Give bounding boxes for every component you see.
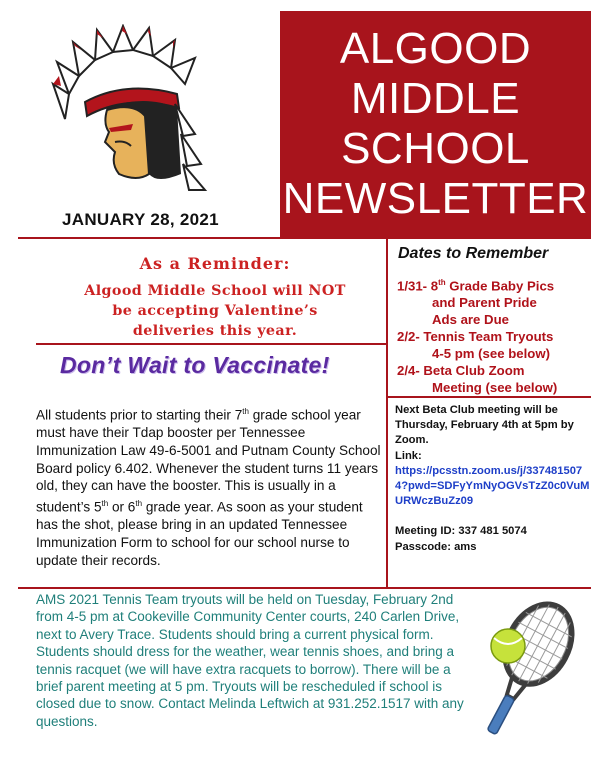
tennis-racket-icon xyxy=(470,590,590,750)
reminder-line: deliveries this year. xyxy=(132,323,298,339)
date-text: Grade Baby Pics xyxy=(445,278,555,294)
dates-heading: Dates to Remember xyxy=(398,245,549,262)
passcode: Passcode: ams xyxy=(395,540,477,553)
date-label: 1/31- xyxy=(397,278,428,294)
issue-date: JANUARY 28, 2021 xyxy=(62,210,219,229)
beta-club-notice xyxy=(395,403,595,555)
link-label: Link: xyxy=(395,449,422,462)
reminder-line: be accepting Valentine’s xyxy=(112,303,318,319)
column-divider xyxy=(386,237,388,587)
date-item-cont: and Parent Pride xyxy=(432,295,537,311)
date-item xyxy=(397,274,597,294)
superscript: th xyxy=(242,407,249,416)
superscript: th xyxy=(438,278,446,287)
superscript: th xyxy=(101,499,109,509)
date-item-cont: Meeting (see below) xyxy=(432,380,558,396)
date-item-cont: Ads are Due xyxy=(432,312,509,328)
title-line: SCHOOL xyxy=(341,124,530,173)
reminder-line: Algood Middle School will NOT xyxy=(84,283,346,299)
reminder-body xyxy=(47,281,383,341)
dates-list xyxy=(397,274,597,396)
vaccinate-body xyxy=(36,403,384,569)
body-text: or 6 xyxy=(108,499,136,515)
tennis-tryouts-notice: AMS 2021 Tennis Team tryouts will be held on Tuesday, February 2nd from 4-5 pm at Cookeville Community Center courts, 240 Carlen Drive, next to Avery Trace. Students should bring a current physical form. Students should dress for the weather, wear tennis shoes, and bring a tennis racquet (we will have extra racquets to borrow). There will be a brief parent meeting at 5 pm. Tryouts will be rescheduled if school is closed due to snow. Contact Melinda Leftwich at 931.252.1517 with any questions. xyxy=(36,592,464,729)
meeting-id: Meeting ID: 337 481 5074 xyxy=(395,525,527,538)
date-text: Beta Club Zoom xyxy=(419,363,525,379)
body-text: grade year. As soon as your student has the shot, please bring in an updated Tennessee Immunization Form to school for our school nurse to update their records. xyxy=(36,499,363,568)
date-label: 2/2- xyxy=(397,329,420,345)
date-text: Tennis Team Tryouts xyxy=(419,329,554,345)
title-line: ALGOOD xyxy=(339,24,532,73)
vaccinate-heading: Don’t Wait to Vaccinate! xyxy=(60,352,330,378)
header-divider xyxy=(18,237,591,239)
title-line: MIDDLE xyxy=(350,74,521,123)
date-item xyxy=(397,362,597,379)
newsletter-title-banner xyxy=(280,11,591,237)
beta-text: Next Beta Club meeting will be Thursday, February 4th at 5pm by Zoom. xyxy=(395,404,574,447)
warrior-headdress-logo xyxy=(45,24,225,194)
date-text: 8 xyxy=(427,278,439,294)
reminder-heading: As a Reminder: xyxy=(139,254,291,273)
superscript: th xyxy=(135,499,143,509)
date-item-cont: 4-5 pm (see below) xyxy=(432,346,550,362)
body-text: grade school year must have their Tdap booster per Tennessee Immunization Law 49-6-5001 and Putnam County School Board policy 6.402. Whenever the student turns 11 years old, they can have the booster. This is usually in a student’s 5 xyxy=(36,407,381,515)
date-item xyxy=(397,328,597,345)
tennis-divider xyxy=(18,587,591,589)
date-label: 2/4- xyxy=(397,363,420,379)
body-text: All students prior to starting their 7 xyxy=(36,407,243,423)
zoom-link[interactable]: https://pcsstn.zoom.us/j/3374815074?pwd=SDFyYmNyOGVsTzZ0c0VuMURWczBuZz09 xyxy=(395,464,590,508)
reminder-divider xyxy=(36,343,386,345)
title-line: NEWSLETTER xyxy=(282,174,589,223)
